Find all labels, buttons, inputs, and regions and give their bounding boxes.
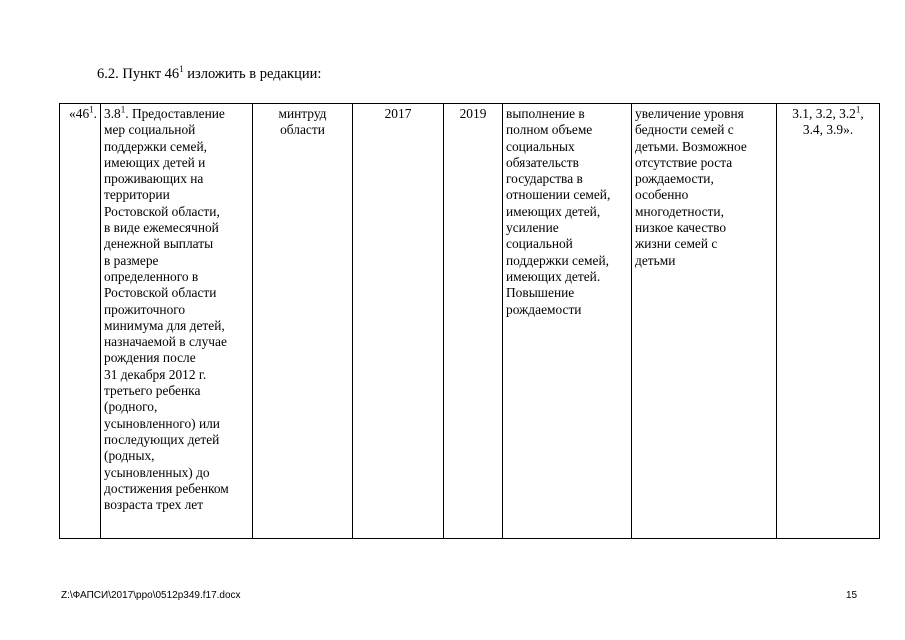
measure-line: Ростовской области: [104, 285, 217, 301]
result-line: поддержки семей,: [506, 252, 609, 268]
indicators-line: 3.4, 3.9».: [802, 122, 854, 138]
measure-first-line: $3.8^1$. Предоставление: [104, 104, 225, 121]
executor-line: области: [280, 122, 325, 138]
result-line: отношении семей,: [506, 187, 611, 203]
heading-sup: 1: [179, 64, 184, 75]
measure-line: последующих детей: [104, 431, 220, 447]
consequence-line: многодетности,: [635, 203, 724, 219]
measure-line: рождения после: [104, 350, 196, 366]
measure-line: Ростовской области,: [104, 203, 220, 219]
measure-line: поддержки семей,: [104, 138, 207, 154]
result-line: Повышение: [506, 285, 575, 301]
result-line: имеющих детей,: [506, 203, 601, 219]
consequence-line: увеличение уровня: [635, 106, 744, 121]
consequence-line: бедности семей с: [635, 122, 734, 138]
measure-line: достижения ребенком: [104, 480, 229, 496]
end-year: 2019: [459, 106, 487, 121]
consequence-line: детьми. Возможное: [635, 138, 747, 154]
result-line: государства в: [506, 171, 583, 187]
measure-line: минимума для детей,: [104, 317, 225, 333]
consequence-line: отсутствие роста: [635, 154, 733, 170]
measure-line: (родного,: [104, 399, 158, 415]
measure-line: денежной выплаты: [104, 236, 214, 252]
measure-line: усыновленного) или: [104, 415, 220, 431]
cell-end-year: [444, 104, 503, 539]
heading-prefix: 6.2. Пункт 46: [97, 66, 180, 82]
cell-item-number: «$46^1$.: [60, 104, 101, 539]
measure-line: мер социальной: [104, 122, 196, 138]
table-row: [60, 104, 880, 539]
cell-consequences: [632, 104, 777, 539]
cell-indicators: [777, 104, 880, 539]
measure-line: определенного в: [104, 268, 199, 284]
footer-page-number: 15: [846, 590, 858, 601]
footer-file-path: Z:\ФАПСИ\2017\ppo\0512p349.f17.docx: [61, 590, 241, 601]
measure-line: возраста трех лет: [104, 497, 204, 513]
measure-line: проживающих на: [104, 171, 204, 187]
heading-suffix: изложить в редакции:: [183, 66, 322, 82]
measure-line: усыновленных) до: [104, 464, 210, 480]
measure-line: (родных,: [104, 448, 155, 464]
indicators-line: 3.1, 3.2, $3.2^1$,: [792, 104, 864, 121]
cell-measure-name: [101, 104, 253, 539]
measure-line: территории: [104, 187, 170, 203]
result-line: имеющих детей.: [506, 268, 601, 284]
measure-line: имеющих детей и: [104, 154, 206, 170]
consequence-line: детьми: [635, 252, 676, 268]
result-line: полном объеме: [506, 122, 593, 138]
start-year: 2017: [384, 106, 412, 121]
measure-line: 31 декабря 2012 г.: [104, 366, 207, 382]
result-line: усиление: [506, 220, 559, 236]
measure-line: в виде ежемесячной: [104, 220, 219, 236]
cell-executor: [253, 104, 353, 539]
consequence-line: жизни семей с: [635, 236, 718, 252]
cell-expected-result: [503, 104, 632, 539]
executor-line: минтруд: [278, 106, 327, 121]
measure-line: прожиточного: [104, 301, 186, 317]
measure-line: назначаемой в случае: [104, 334, 227, 350]
cell-start-year: [353, 104, 444, 539]
consequence-line: особенно: [635, 187, 689, 203]
measure-line: в размере: [104, 252, 159, 268]
result-line: рождаемости: [506, 301, 582, 317]
measures-table: [59, 103, 880, 539]
result-line: выполнение в: [506, 106, 585, 121]
measure-line: третьего ребенка: [104, 383, 201, 399]
result-line: обязательств: [506, 154, 579, 170]
consequence-line: низкое качество: [635, 220, 727, 236]
result-line: социальной: [506, 236, 573, 252]
section-heading: [97, 66, 321, 83]
consequence-line: рождаемости,: [635, 171, 714, 187]
result-line: социальных: [506, 138, 575, 154]
